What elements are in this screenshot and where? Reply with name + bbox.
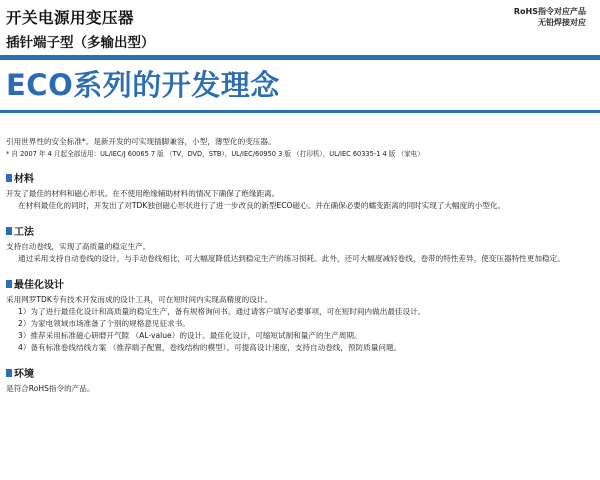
- materials-text: 开发了最佳的材料和磁心形状。在不使用绝缘辅助材料的情况下确保了绝缘距离。: [6, 189, 280, 198]
- section-bullet-icon: [6, 227, 12, 235]
- page-title: ECO系列的开发理念: [6, 68, 280, 102]
- product-type-subtitle: 插针端子型（多输出型）: [6, 35, 155, 51]
- top-divider: [0, 55, 600, 60]
- design-item-1: 1）为了进行最佳化设计和高质量的稳定生产，备有规格询问书。通过请客户填写必要事项，可在短时间内做出最佳设计。: [18, 307, 426, 316]
- intro-text: 引用世界性的安全标准*。是新开发的可实现插脚兼容，小型，薄型化的变压器。: [6, 137, 276, 146]
- title-divider: [0, 110, 600, 113]
- section-bullet-icon: [6, 174, 12, 182]
- environment-text: 是符合RoHS指令的产品。: [6, 384, 95, 393]
- design-item-2: 2）为家电领域市场准备了个别的规格意见征求书。: [18, 319, 190, 328]
- design-item-4: 4）备有标准卷线结线方案 （推荐端子配置，卷线结构的模型）。可提高设计速度，支持自动卷线，预防质量问题。: [18, 343, 402, 352]
- compliance-notes: [514, 6, 586, 28]
- section-heading-materials: 材料: [6, 173, 592, 186]
- section-heading-method: 工法: [6, 226, 592, 239]
- intro-footnote: * 自 2007 年 4 月起全部适用：UL/IEC/J 60065 7 版 （TV，DVD，STB），UL/IEC/60950 3 版 （打印机），UL/IEC 60335-1 4 版 （家电）: [6, 150, 424, 158]
- section-heading-environment: 环境: [6, 368, 592, 381]
- materials-detail: 在材料最佳化的同时，开发出了对TDK独创磁心形状进行了进一步改良的新型ECO磁心。并在确保必要的蠕变距离的同时实现了大幅度的小型化。: [18, 201, 506, 210]
- section-bullet-icon: [6, 280, 12, 288]
- section-heading-design: 最佳化设计: [6, 279, 592, 292]
- section-bullet-icon: [6, 369, 12, 377]
- rohs-note: RoHS指令对应产品: [513, 7, 586, 16]
- product-category-title: 开关电源用变压器: [6, 9, 135, 27]
- document-body: [6, 136, 592, 395]
- design-item-3: 3）推荐采用标准磁心研磨开气隙 （AL-value）的设计。最佳化设计，可缩短试制和量产的生产周期。: [18, 331, 362, 340]
- design-text: 采用网罗TDK专有技术开发而成的设计工具，可在短时间内实现高精度的设计。: [6, 295, 273, 304]
- method-text: 支持自动卷线，实现了高质量的稳定生产。: [6, 242, 151, 251]
- method-detail: 通过采用支持自动卷线的设计，与手动卷线相比，可大幅度降低达到稳定生产的练习损耗。此外，还可大幅度减轻卷线，卷带的特性差异，使变压器特性更加稳定。: [18, 254, 565, 263]
- lead-free-note: 无铅焊接对应: [538, 18, 586, 27]
